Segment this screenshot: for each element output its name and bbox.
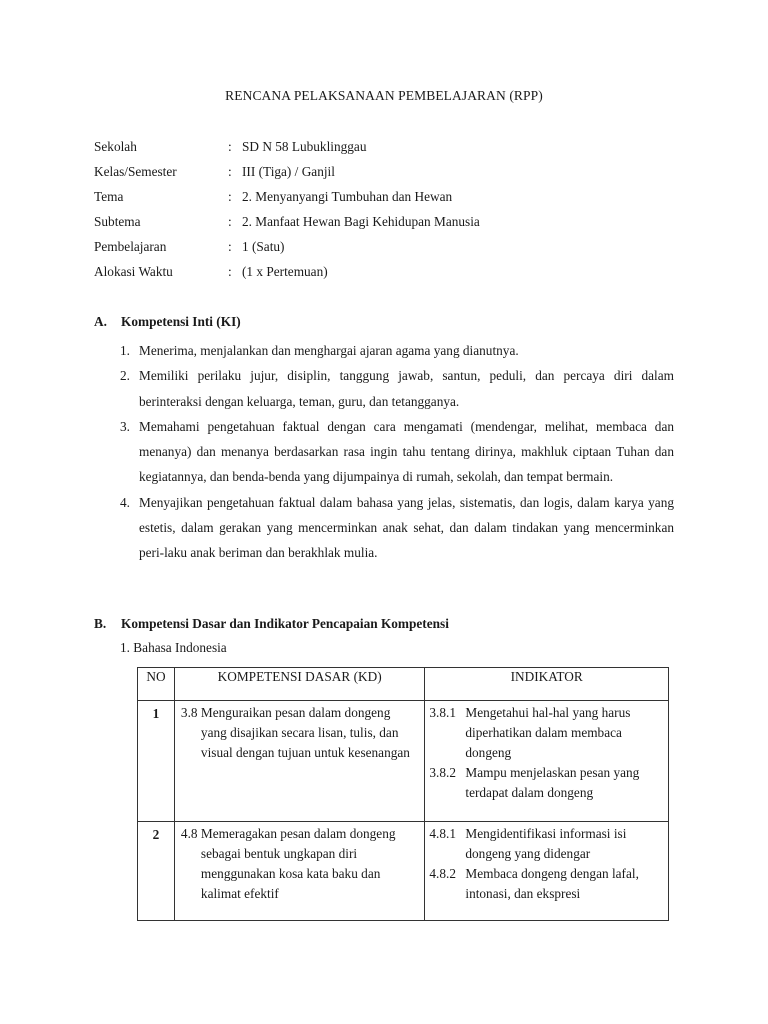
section-b-heading xyxy=(94,616,449,632)
info-row-subtema xyxy=(94,212,694,237)
info-label: Subtema xyxy=(94,214,141,229)
list-item xyxy=(120,338,674,363)
indicator-text: Membaca dongeng dengan lafal, intonasi, dan ekspresi xyxy=(465,866,639,901)
kd-entry xyxy=(181,824,418,904)
info-label: Tema xyxy=(94,189,124,204)
section-letter: A. xyxy=(94,314,107,329)
indicator-code: 4.8.2 xyxy=(429,866,456,881)
indicator-text: Mengidentifikasi informasi isi dongeng yang didengar xyxy=(465,826,627,861)
list-text: Menerima, menjalankan dan menghargai ajaran agama yang dianutnya. xyxy=(139,343,519,358)
info-row-sekolah xyxy=(94,137,694,162)
section-letter: B. xyxy=(94,616,107,631)
kd-cell xyxy=(174,822,424,921)
list-text: Memiliki perilaku jujur, disiplin, tanggung jawab, santun, peduli, dan percaya diri dalam berinteraksi dengan keluarga, teman, guru, dan tetangganya. xyxy=(139,368,674,409)
kd-cell xyxy=(174,701,424,822)
indicator-code: 4.8.1 xyxy=(429,826,456,841)
indicator-text: Mampu menjelaskan pesan yang terdapat dalam dongeng xyxy=(465,765,640,800)
info-label: Pembelajaran xyxy=(94,239,167,254)
info-value: 2. Menyanyangi Tumbuhan dan Hewan xyxy=(242,189,453,204)
info-label: Sekolah xyxy=(94,139,137,154)
row-number: 2 xyxy=(138,822,175,921)
document-title: RENCANA PELAKSANAAN PEMBELAJARAN (RPP) xyxy=(225,88,543,103)
info-value: 2. Manfaat Hewan Bagi Kehidupan Manusia xyxy=(242,214,480,229)
section-a-heading xyxy=(94,314,241,330)
list-item xyxy=(120,363,674,414)
info-label: Kelas/Semester xyxy=(94,164,177,179)
kd-text: Memeragakan pesan dalam dongeng sebagai bentuk ungkapan diri menggunakan kosa kata baku dan kalimat efektif xyxy=(200,826,396,901)
info-colon: : xyxy=(228,189,232,204)
kd-entry xyxy=(181,703,418,763)
list-item xyxy=(120,414,674,490)
info-row-alokasi-waktu xyxy=(94,262,694,287)
list-number: 3. xyxy=(120,418,130,434)
info-colon: : xyxy=(228,264,232,279)
subject-heading: 1. Bahasa Indonesia xyxy=(120,640,227,655)
header-kd: KOMPETENSI DASAR (KD) xyxy=(174,668,424,701)
info-colon: : xyxy=(228,164,232,179)
info-value: 1 (Satu) xyxy=(242,239,285,254)
info-row-tema xyxy=(94,187,694,212)
row-number: 1 xyxy=(138,701,175,822)
info-value: (1 x Pertemuan) xyxy=(242,264,328,279)
info-colon: : xyxy=(228,214,232,229)
kd-text: Menguraikan pesan dalam dongeng yang disajikan secara lisan, tulis, dan visual dengan tujuan untuk kesenangan xyxy=(200,705,410,760)
list-number: 4. xyxy=(120,494,130,510)
list-text: Memahami pengetahuan faktual dengan cara mengamati (mendengar, melihat, membaca dan menanya) dan menanya berdasarkan rasa ingin tahu tentang dirinya, makhluk ciptaan Tuhan dan kegiatannya, dan benda-benda yang dijumpainya di rumah, sekolah, dan tempat bermain. xyxy=(139,418,674,485)
kd-indicator-table xyxy=(137,667,669,921)
list-number: 2. xyxy=(120,368,130,384)
section-title: Kompetensi Inti (KI) xyxy=(121,314,241,329)
header-no: NO xyxy=(138,668,175,701)
indicator-item xyxy=(429,824,664,864)
indicator-item xyxy=(429,703,664,763)
info-value: III (Tiga) / Ganjil xyxy=(242,164,335,179)
header-indikator: INDIKATOR xyxy=(425,668,669,701)
ki-list xyxy=(120,338,674,566)
info-colon: : xyxy=(228,139,232,154)
indicator-item xyxy=(429,763,664,803)
info-row-kelas xyxy=(94,162,694,187)
table-row xyxy=(138,701,669,822)
indicator-cell xyxy=(425,822,669,921)
identity-block xyxy=(94,137,694,287)
indicator-code: 3.8.2 xyxy=(429,765,456,780)
info-label: Alokasi Waktu xyxy=(94,264,173,279)
kd-code: 3.8 xyxy=(180,705,198,720)
info-colon: : xyxy=(228,239,232,254)
info-row-pembelajaran xyxy=(94,237,694,262)
kd-code: 4.8 xyxy=(180,826,198,841)
indicator-item xyxy=(429,864,664,904)
table-header-row xyxy=(138,668,669,701)
info-value: SD N 58 Lubuklinggau xyxy=(242,139,367,154)
list-item xyxy=(120,490,674,566)
section-title: Kompetensi Dasar dan Indikator Pencapaian Kompetensi xyxy=(121,616,449,631)
indicator-text: Mengetahui hal-hal yang harus diperhatikan dalam membaca dongeng xyxy=(465,705,631,760)
table-row xyxy=(138,822,669,921)
indicator-code: 3.8.1 xyxy=(429,705,456,720)
list-number: 1. xyxy=(120,343,130,358)
list-text: Menyajikan pengetahuan faktual dalam bahasa yang jelas, sistematis, dan logis, dalam karya yang estetis, dalam gerakan yang mencerminkan anak sehat, dan dalam tindakan yang mencerminkan peri-laku anak beriman dan berakhlak mulia. xyxy=(139,494,674,561)
indicator-cell xyxy=(425,701,669,822)
